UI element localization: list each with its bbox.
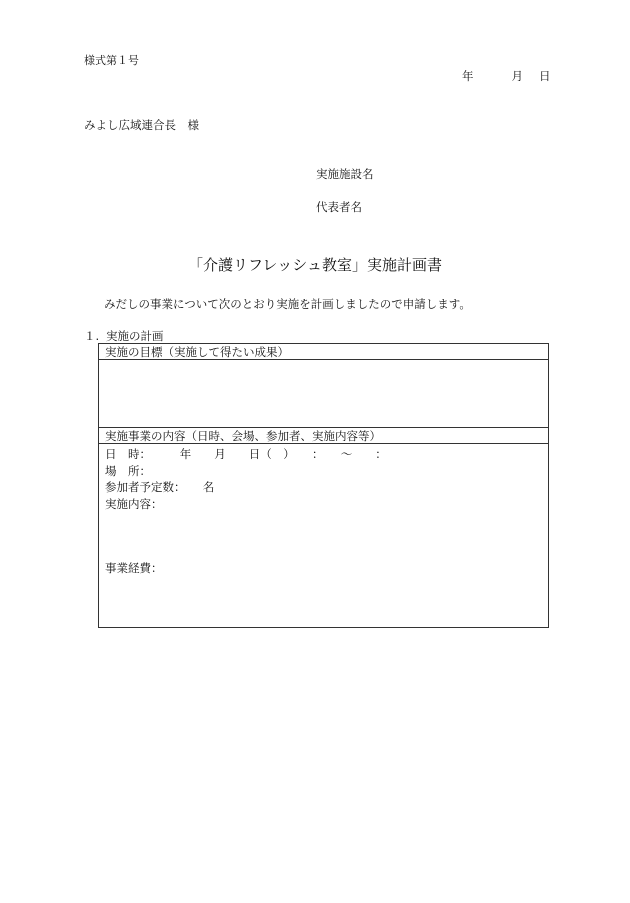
content-label: 実施事業の内容（日時、会場、参加者、実施内容等）	[99, 428, 548, 444]
form-number: 様式第１号	[84, 54, 139, 67]
section-heading	[84, 328, 164, 344]
section-number: １.	[84, 329, 100, 343]
date-line	[462, 68, 551, 84]
addressee: みよし広域連合長 様	[84, 118, 199, 132]
facility-name-label: 実施施設名	[316, 167, 374, 181]
goal-entry-area	[99, 360, 548, 428]
date-month: 月	[511, 69, 523, 83]
goal-label: 実施の目標（実施して得たい成果）	[99, 344, 548, 360]
document-title: 「介護リフレッシュ教室」実施計画書	[188, 256, 442, 274]
plan-table	[98, 343, 549, 628]
budget-line: 事業経費：	[105, 561, 163, 575]
date-year: 年	[462, 69, 474, 83]
participants-line: 参加者予定数： 名	[105, 480, 215, 494]
content-entry-area	[105, 446, 387, 577]
intro-text: みだしの事業について次のとおり実施を計画しましたので申請します。	[104, 297, 471, 311]
date-day: 日	[539, 69, 551, 83]
section-label: 実施の計画	[106, 329, 164, 343]
representative-label: 代表者名	[316, 200, 362, 214]
venue-line: 場 所：	[105, 463, 151, 478]
datetime-line: 日 時： 年 月 日（ ） ： ～ ：	[105, 447, 387, 461]
details-line: 実施内容：	[105, 496, 163, 511]
